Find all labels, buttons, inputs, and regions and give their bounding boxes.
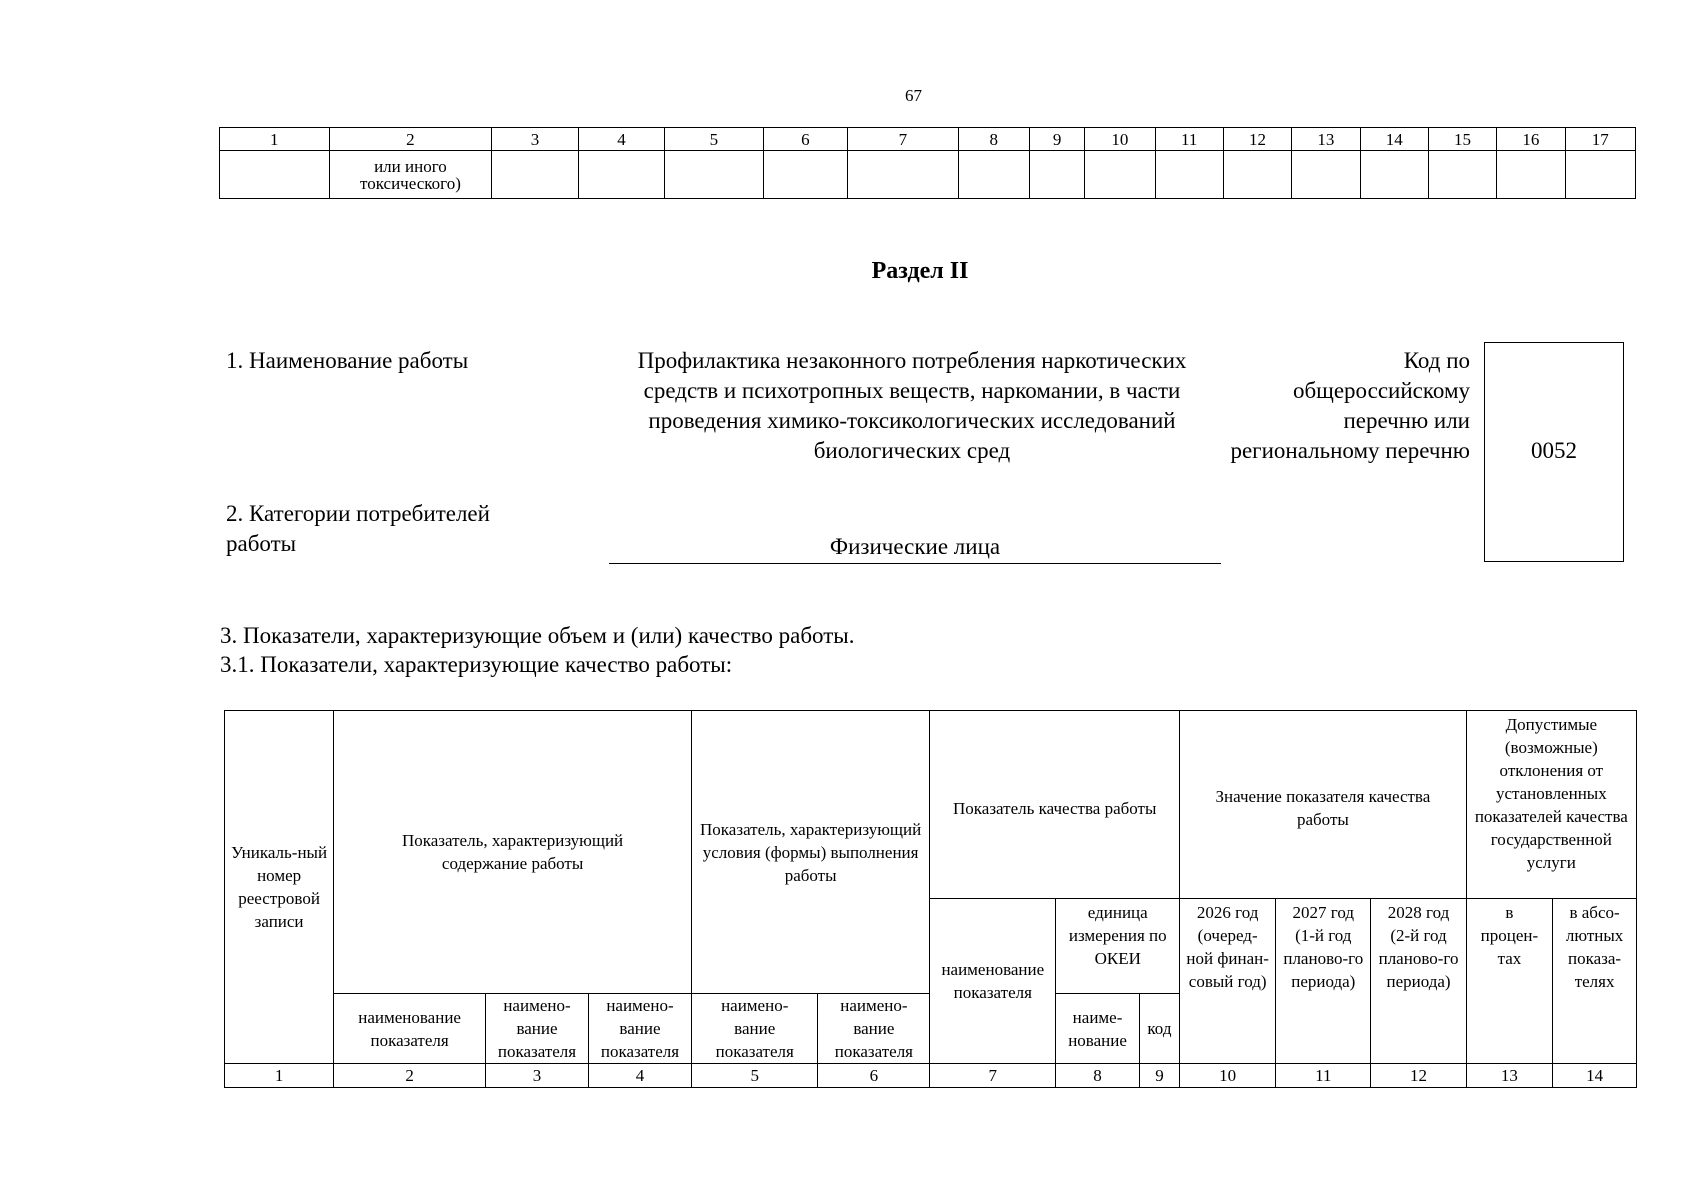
table-cell bbox=[220, 151, 330, 199]
quality-indicators-table bbox=[224, 710, 1637, 1088]
header-content-indicator: Показатель, характеризующий содержание работы bbox=[334, 711, 692, 994]
consumers-label: 2. Категории потребителей работы bbox=[226, 501, 490, 556]
column-number: 7 bbox=[930, 1064, 1056, 1088]
page-number: 67 bbox=[905, 86, 922, 105]
column-number: 1 bbox=[220, 128, 330, 151]
column-number: 8 bbox=[1056, 1064, 1139, 1088]
header-condition-indicator: Показатель, характеризующий условия (формы) выполнения работы bbox=[691, 711, 929, 994]
header-year-2026: 2026 год (очеред-ной финан-совый год) bbox=[1180, 899, 1276, 1064]
table-cell: или иного токсического) bbox=[329, 151, 492, 199]
column-number: 17 bbox=[1565, 128, 1635, 151]
table-cell bbox=[1565, 151, 1635, 199]
table-cell bbox=[848, 151, 959, 199]
column-number: 4 bbox=[588, 1064, 691, 1088]
column-number: 10 bbox=[1180, 1064, 1276, 1088]
table-cell bbox=[665, 151, 763, 199]
column-number: 4 bbox=[578, 128, 664, 151]
work-name-label: 1. Наименование работы bbox=[226, 348, 469, 373]
column-number: 3 bbox=[492, 128, 578, 151]
header-indicator-name: наименование показателя bbox=[334, 994, 486, 1064]
column-number: 1 bbox=[225, 1064, 334, 1088]
column-number-row bbox=[225, 1064, 1637, 1088]
table-cell bbox=[1360, 151, 1428, 199]
header-quality-value: Значение показателя качества работы bbox=[1180, 711, 1467, 899]
column-number: 16 bbox=[1497, 128, 1565, 151]
table-cell bbox=[1223, 151, 1291, 199]
column-number: 5 bbox=[691, 1064, 818, 1088]
column-number: 9 bbox=[1029, 128, 1084, 151]
table-cell bbox=[1497, 151, 1565, 199]
table-cell bbox=[1029, 151, 1084, 199]
header-indicator-name: наимено-вание показателя bbox=[486, 994, 589, 1064]
header-deviations: Допустимые (возможные) отклонения от установленных показателей качества государственной услуги bbox=[1466, 711, 1636, 899]
header-in-absolute: в абсо-лютных показа-телях bbox=[1553, 899, 1637, 1064]
header-unique-number: Уникаль-ный номер реестровой записи bbox=[225, 711, 334, 1064]
column-number: 14 bbox=[1553, 1064, 1637, 1088]
column-number: 6 bbox=[818, 1064, 930, 1088]
table-cell bbox=[1292, 151, 1360, 199]
column-number: 2 bbox=[334, 1064, 486, 1088]
table-cell bbox=[958, 151, 1029, 199]
column-number: 5 bbox=[665, 128, 763, 151]
header-okei-code: код bbox=[1139, 994, 1179, 1064]
code-value: 0052 bbox=[1531, 438, 1577, 463]
heading-quality-indicators: 3.1. Показатели, характеризующие качество работы: bbox=[220, 652, 733, 677]
column-number: 15 bbox=[1428, 128, 1496, 151]
table-cell bbox=[763, 151, 847, 199]
table-cell bbox=[1428, 151, 1496, 199]
header-okei-name: наиме-нование bbox=[1056, 994, 1139, 1064]
header-okei-unit: единица измерения по ОКЕИ bbox=[1056, 899, 1180, 994]
code-box bbox=[1484, 342, 1624, 562]
header-indicator-name: наимено-вание показателя bbox=[691, 994, 818, 1064]
table-cell bbox=[1155, 151, 1223, 199]
table-cell bbox=[578, 151, 664, 199]
header-indicator-name: наимено-вание показателя bbox=[818, 994, 930, 1064]
column-number: 13 bbox=[1292, 128, 1360, 151]
table-header-row bbox=[220, 128, 1636, 151]
continuation-table bbox=[219, 127, 1636, 199]
column-number: 9 bbox=[1139, 1064, 1179, 1088]
work-name-value: Профилактика незаконного потребления наркотических средств и психотропных веществ, наркомании, в части проведения химико-токсикологических исследований биологических сред bbox=[637, 348, 1187, 463]
code-label: Код по общероссийскому перечню или региональному перечню bbox=[1230, 348, 1470, 463]
column-number: 11 bbox=[1155, 128, 1223, 151]
header-year-2027: 2027 год (1-й год планово-го периода) bbox=[1276, 899, 1371, 1064]
table-cell bbox=[492, 151, 578, 199]
column-number: 6 bbox=[763, 128, 847, 151]
consumers-value: Физические лица bbox=[609, 533, 1221, 564]
section-title: Раздел II bbox=[871, 258, 969, 284]
column-number: 10 bbox=[1085, 128, 1155, 151]
column-number: 2 bbox=[329, 128, 492, 151]
column-number: 7 bbox=[848, 128, 959, 151]
column-number: 13 bbox=[1466, 1064, 1553, 1088]
column-number: 12 bbox=[1371, 1064, 1466, 1088]
column-number: 12 bbox=[1223, 128, 1291, 151]
column-number: 3 bbox=[486, 1064, 589, 1088]
header-quality-name: наименование показателя bbox=[930, 899, 1056, 1064]
header-in-percent: в процен-тах bbox=[1466, 899, 1553, 1064]
heading-indicators: 3. Показатели, характеризующие объем и (или) качество работы. bbox=[220, 623, 855, 648]
column-number: 11 bbox=[1276, 1064, 1371, 1088]
header-quality-indicator: Показатель качества работы bbox=[930, 711, 1180, 899]
header-year-2028: 2028 год (2-й год планово-го периода) bbox=[1371, 899, 1466, 1064]
table-row bbox=[220, 151, 1636, 199]
column-number: 8 bbox=[958, 128, 1029, 151]
table-cell bbox=[1085, 151, 1155, 199]
header-indicator-name: наимено-вание показателя bbox=[588, 994, 691, 1064]
column-number: 14 bbox=[1360, 128, 1428, 151]
